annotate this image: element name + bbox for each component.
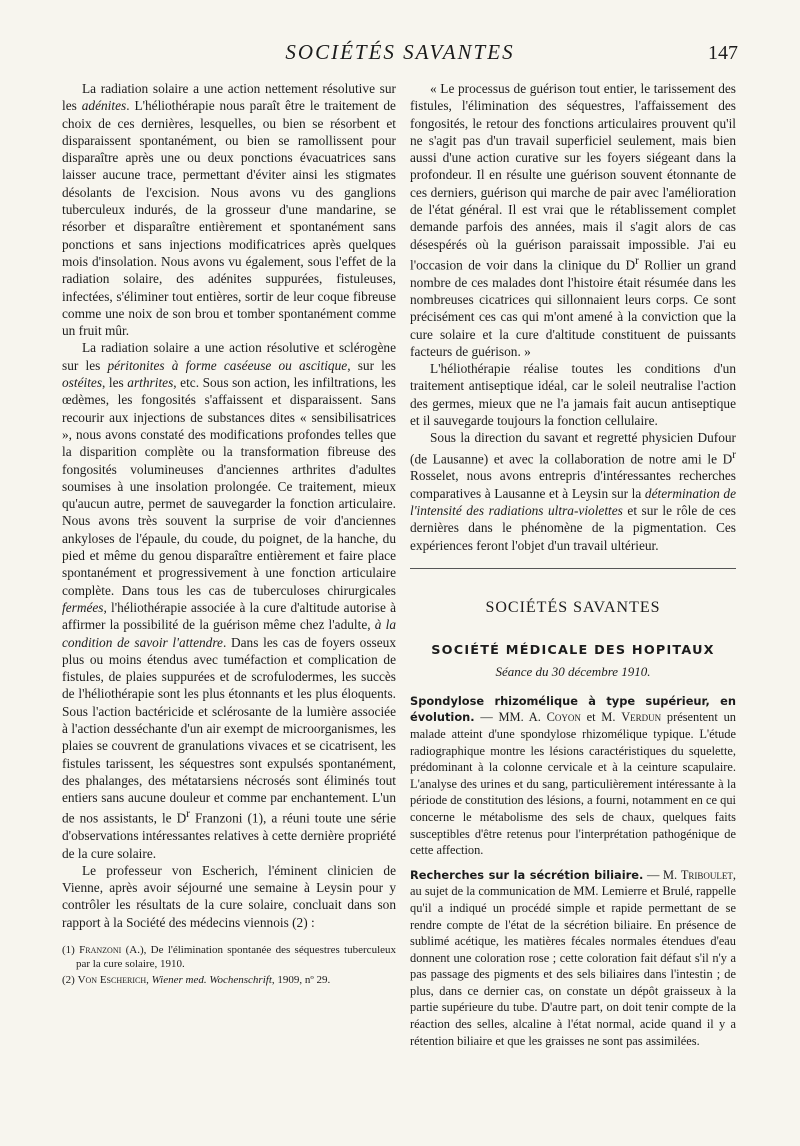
society-title: SOCIÉTÉ MÉDICALE DES HOPITAUX bbox=[431, 643, 715, 659]
paragraph-escherich: Le professeur von Escherich, l'éminent clinicien de Vienne, après avoir séjourné une semaine à Leysin pour y contrôler les résultats de la cure solaire, concluait dans son rapport à la Société des médecins viennois (2) : bbox=[62, 862, 396, 930]
page-header bbox=[0, 38, 800, 78]
right-column bbox=[410, 80, 736, 1049]
proceedings bbox=[410, 693, 736, 1049]
paragraph-adenites: La radiation solaire a une action nettement résolutive sur les adénites. L'héliothérapie nous paraît être le traitement de choix de ces dernières, lesquelles, ou bien se résorbent et disparaissent spontanément, ou bien se ramollissent pour disparaître après une ou deux ponctions évacuatrices sans laisser aucune trace, permettant d'éviter ainsi les stigmates désolants de l'excision. Nous avons vu des ganglions tuberculeux indurés, de la grosseur d'une mandarine, se résorber et disparaître entièrement et spontanément sans ponctions et sans injections modificatrices après quelques mois d'insolation. Nous avons vu également, sous l'effet de la radiation solaire, des adénites suppurées, fistuleuses, infectées, s'éliminer tout entières, sortir de leur coque fibreuse comme une noix de son brou et tomber spontanément comme un fruit mûr. bbox=[62, 81, 396, 339]
section-title: SOCIÉTÉS SAVANTES bbox=[485, 598, 661, 616]
footnote-2: (2) Von Escherich, Wiener med. Wochenschrift, 1909, nº 29. bbox=[62, 973, 331, 986]
footnotes bbox=[62, 943, 396, 987]
paragraph-dufour: Sous la direction du savant et regretté physicien Dufour (de Lausanne) et avec la collaboration de notre ami le $D^r$ Rosselet, nous avons entrepris d'intéressantes recherches comparatives à Lausanne et à Leysin sur la détermination de l'intensité des radiations ultra-violettes et sur le rôle de ces dernières dans le phénomène de la pigmentation. Ces expériences feront l'objet d'un travail ultérieur. bbox=[410, 430, 736, 553]
item-secretion-biliaire: Recherches sur la sécrétion biliaire. — M. Triboulet, au sujet de la communication de MM. Lemierre et Brulé, rappelle qu'il a indiqué un procédé simple et rapide permettant de se rendre compte de l'état de la sécrétion biliaire. En présence de sublimé acétique, les matières fécales normales étendues d'eau donnent une coloration rose ; cette coloration fait défaut s'il n'y a pas passage des pigments et des sels biliaires dans l'intestin ; de plus, dans ce dernier cas, on constate un dépôt graisseux à la partie supérieure du tube. D'autre part, on doit tenir compte de la réaction des selles, alcaline à l'état normal, acide quand il y a rétention biliaire et que les graisses ne sont pas assimilées. bbox=[410, 867, 736, 1048]
paragraph-peritonites: La radiation solaire a une action résolutive et sclérogène sur les péritonites à forme caséeuse ou ascitique, sur les ostéites, les arthrites, etc. Sous son action, les infiltrations, les œdèmes, les fongosités s'affaissent et disparaissent. Sans recourir aux injections de substances dites « sensibilisatrices », nous avons constaté des modifications profondes telles que la disparition complète ou la transformation fibreuse des fongosités volumineuses d'anciennes arthrites d'adultes soumises à une insolation prolongée. Ce traitement, mieux qu'aucun autre, permet de sauvegarder la fonction articulaire. Nous avons très souvent la surprise de voir d'anciennes ankyloses de l'épaule, du coude, du poignet, de la hanche, du pied et même du genou disparaître entièrement et faire place spontanément et progressivement à une fonction articulaire complète. Dans tous les cas de tuberculoses chirurgicales fermées, l'héliothérapie associée à la cure d'altitude autorise à affirmer la possibilité de la guérison même chez l'adulte, à la condition de savoir l'attendre. Dans les cas de foyers osseux plus ou moins étendus avec tuméfaction et complication de fistules, de plaies suppurées et de scrofulodermes, les succès de l'héliothérapie sont les plus étonnants et les plus éloquents. Sous l'action bactéricide et sclérosante de la lumière associée à l'action desséchante d'un air exempt de microorganismes, les plaies se couvrent de granulations vivaces et se cicatrisent, les fistules tarissent, les séquestres sont expulsés spontanément, des phalanges, des métatarsiens nécrosés sont éliminés tout entiers sans aucune douleur et comme par enchantement. L'un de nos assistants, le $D^r$ Franzoni (1), a réuni toute une série d'observations intéressantes relatives à cette dernière propriété de la cure solaire. bbox=[62, 340, 397, 861]
running-title: SOCIÉTÉS SAVANTES bbox=[285, 40, 515, 64]
paragraph-quote: « Le processus de guérison tout entier, le tarissement des fistules, l'élimination des séquestres, l'affaissement des fongosités, le retour des fonctions articulaires prouvent qu'il ne s'agit pas d'un travail superficiel seulement, mais bien aussi d'une action curative sur les foyers siégeant dans la profondeur. Il en résulte une guérison souvent étonnante de ces derniers, guérison qui marche de pair avec l'amélioration de l'état général. Il est vrai que le rétablissement complet demande parfois des années, mais il s'agit alors de cas désespérés où la guérison paraissait impossible. J'ai eu l'occasion de voir dans la clinique du $D^r$ Rollier un grand nombre de ces malades dont l'histoire était résumée dans les nombreuses cicatrices qui sillonnaient leurs corps. Ce sont précisément ces cas qui m'ont amené à la conviction que la cure solaire et la cure d'altitude constituent de puissants facteurs de guérison. » bbox=[410, 81, 736, 359]
session-date: Séance du 30 décembre 1910. bbox=[495, 664, 651, 680]
paragraph-antiseptic: L'héliothérapie réalise toutes les conditions d'un traitement antiseptique idéal, car le soleil neutralise l'action des germes, mieux que ne l'a jamais fait aucun antiseptique et il sauvegarde toujours la fonction cellulaire. bbox=[410, 361, 736, 429]
footnote-1: (1) Franzoni (A.), De l'élimination spontanée des séquestres tuberculeux par la cure solaire, 1910. bbox=[62, 943, 397, 970]
section-divider bbox=[410, 568, 736, 569]
item-spondylose: Spondylose rhizomélique à type supérieur, en évolution. — MM. A. Coyon et M. Verdun présentent un malade atteint d'une spondylose rhizomélique typique. L'étude radiographique montre les lésions caractéristiques du squelette, prédominant à la colonne cervicale et à la ceinture scapulaire. L'analyse des urines et du sang, particulièrement intéressante à la période de constitution des lésions, a fourni, notamment en ce qui concerne le métabolisme des sels de chaux, quelques faits susceptibles d'être retenus pour l'interprétation pathogénique de cette affection. bbox=[410, 693, 736, 858]
page-number: 147 bbox=[708, 42, 738, 64]
left-column bbox=[62, 80, 396, 989]
